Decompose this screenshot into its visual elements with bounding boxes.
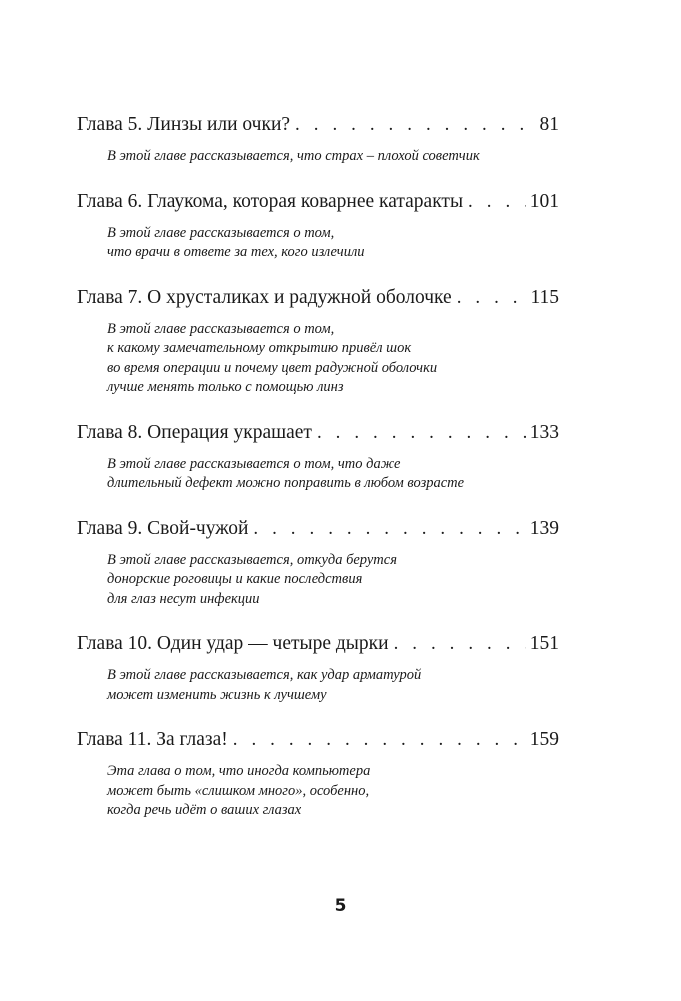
description-line: В этой главе рассказывается о том, [107,224,335,241]
dot-leader [228,727,526,753]
description-line: В этой главе рассказывается о том, [107,320,335,337]
description-line: во время операции и почему цвет радужной оболочки [107,359,438,376]
description-line: может быть «слишком много», особенно, [107,782,370,799]
description-line: лучше менять только с помощью линз [107,379,344,395]
description-line: может изменить жизнь к лучшему [107,686,327,703]
chapter-description [77,320,559,398]
dot-leader [248,516,525,542]
description-line: когда речь идёт о ваших глазах [107,802,302,818]
chapter-description [77,666,559,705]
chapter-page-number: 101 [529,190,559,212]
description-line: длительный дефект можно поправить в любом возрасте [107,475,465,491]
description-line: В этой главе рассказывается, откуда берутся [107,551,397,568]
toc-heading[interactable] [77,727,559,753]
dot-leader [452,285,527,311]
toc-heading[interactable] [77,420,559,446]
description-line: В этой главе рассказывается, как удар арматурой [107,667,422,683]
chapter-page-number: 133 [529,421,559,443]
chapter-page-number: 139 [529,517,559,539]
toc-entry-chapter-11 [77,727,559,821]
toc-entry-chapter-10 [77,631,559,705]
description-line: для глаз несут инфекции [107,590,260,607]
chapter-description [77,224,559,263]
chapter-title: Глава 9. Свой-чужой [77,517,249,539]
chapter-description [77,762,559,821]
chapter-page-number: 151 [529,633,559,654]
chapter-title: Глава 8. Операция украшает [77,421,312,443]
toc-heading[interactable] [77,631,559,657]
chapter-page-number: 159 [529,729,559,750]
dot-leader [463,189,526,215]
description-line: Эта глава о том, что иногда компьютера [107,763,371,779]
chapter-title: Глава 10. Один удар — четыре дырки [77,633,389,654]
description-line: В этой главе рассказывается, что страх – плохой советчик [107,148,480,164]
toc-heading[interactable] [77,285,559,311]
dot-leader [312,420,526,446]
toc-entry-chapter-7 [77,285,559,398]
description-line: к какому замечательному открытию привёл шок [107,340,412,356]
chapter-title: Глава 11. За глаза! [77,729,228,750]
chapter-title: Глава 5. Линзы или очки? [77,114,291,135]
chapter-title: Глава 6. Глаукома, которая коварнее катаракты [77,190,464,212]
chapter-description [77,551,559,610]
chapter-page-number: 115 [530,286,559,308]
table-of-contents [77,112,559,843]
dot-leader [290,112,535,138]
toc-heading[interactable] [77,189,559,215]
description-line: что врачи в ответе за тех, кого излечили [107,244,365,260]
page-number: 5 [334,896,347,916]
toc-heading[interactable] [77,112,559,138]
toc-entry-chapter-9 [77,516,559,610]
description-line: В этой главе рассказывается о том, что даже [107,455,401,472]
chapter-title: Глава 7. О хрусталиках и радужной оболочке [77,286,452,308]
description-line: донорские роговицы и какие последствия [107,571,363,587]
toc-entry-chapter-6 [77,189,559,263]
toc-entry-chapter-5 [77,112,559,167]
chapter-page-number: 81 [539,114,559,135]
chapter-description [77,147,559,167]
dot-leader [389,631,526,657]
toc-heading[interactable] [77,516,559,542]
toc-entry-chapter-8 [77,420,559,494]
chapter-description [77,455,559,494]
